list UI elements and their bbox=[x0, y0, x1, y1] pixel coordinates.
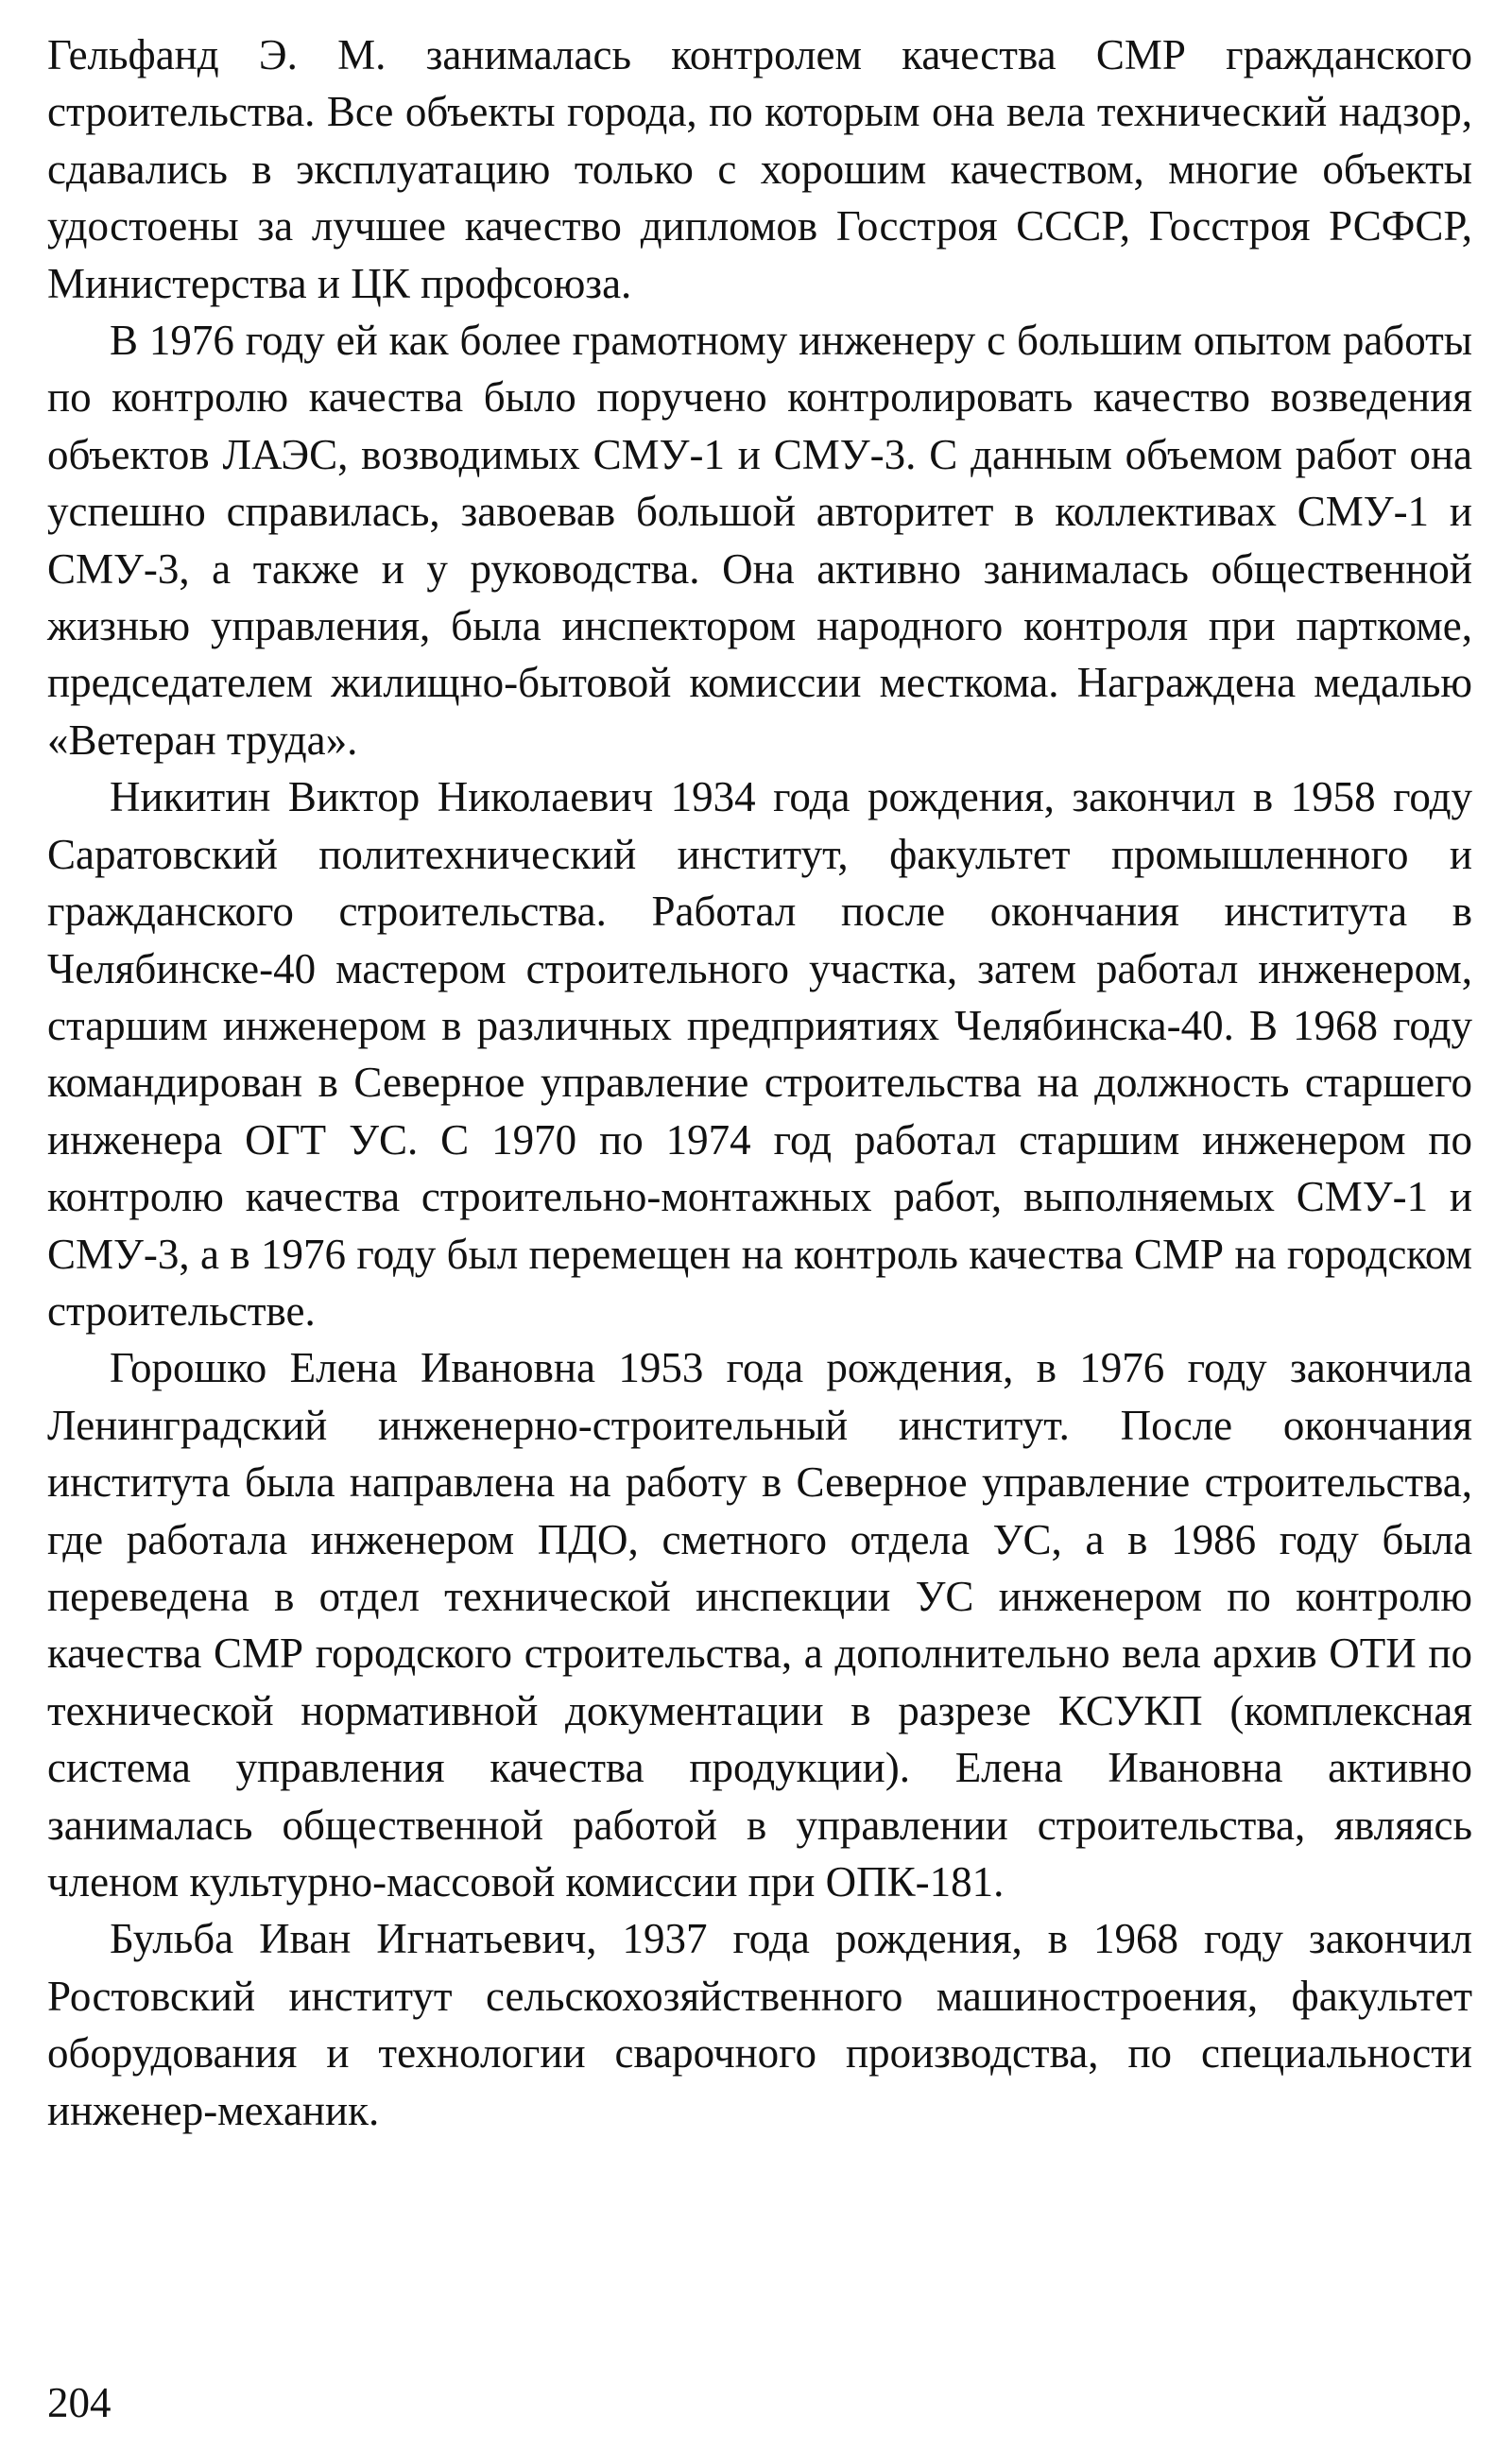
page-body bbox=[47, 26, 1472, 2139]
page-number: 204 bbox=[47, 2379, 112, 2426]
paragraph-laes-1976: В 1976 году ей как более грамотному инженеру с большим опытом работы по контролю качества было поручено контролировать качество возведения объектов ЛАЭС, возводимых СМУ-1 и СМУ-3. С данным объемом работ она успешно справилась, завоевав большой авторитет в коллективах СМУ-1 и СМУ-3, а также и у руководства. Она активно занималась общественной жизнью управления, была инспектором народного контроля при парткоме, председателем жилищно-бытовой комиссии месткома. Награждена медалью «Ветеран труда». bbox=[47, 317, 1472, 764]
paragraph-nikitin: Никитин Виктор Николаевич 1934 года рождения, закончил в 1958 году Саратовский политехнический институт, факультет промышленного и гражданского строительства. Работал после окончания института в Челябинске-40 мастером строительного участка, затем работал инженером, старшим инженером в различных предприятиях Челябинска-40. В 1968 году командирован в Северное управление строительства на должность старшего инженера ОГТ УС. С 1970 по 1974 год работал старшим инженером по контролю качества строительно-монтажных работ, выполняемых СМУ-1 и СМУ-3, а в 1976 году был перемещен на контроль качества СМР на городском строительстве. bbox=[47, 773, 1472, 1335]
paragraph-goroshko: Горошко Елена Ивановна 1953 года рождения, в 1976 году закончила Ленинградский инженерно-строительный институт. После окончания института была направлена на работу в Северное управление строительства, где работала инженером ПДО, сметного отдела УС, а в 1986 году была переведена в отдел технической инспекции УС инженером по контролю качества СМР городского строительства, а дополнительно вела архив ОТИ по технической нормативной документации в разрезе КСУКП (комплексная система управления качества продукции). Елена Ивановна активно занималась общественной работой в управлении строительства, являясь членом культурно-массовой комиссии при ОПК-181. bbox=[47, 1344, 1472, 1906]
paragraph-gelfand: Гельфанд Э. М. занималась контролем качества СМР гражданского строительства. Все объекты города, по которым она вела технический надзор, сдавались в эксплуатацию только с хорошим качеством, многие объекты удостоены за лучшее качество дипломов Госстроя СССР, Госстроя РСФСР, Министерства и ЦК профсоюза. bbox=[47, 31, 1472, 307]
paragraph-bulba: Бульба Иван Игнатьевич, 1937 года рождения, в 1968 году закончил Ростовский институт сельскохозяйственного машиностроения, факультет оборудования и технологии сварочного производства, по специальности инженер-механик. bbox=[47, 1915, 1472, 2134]
